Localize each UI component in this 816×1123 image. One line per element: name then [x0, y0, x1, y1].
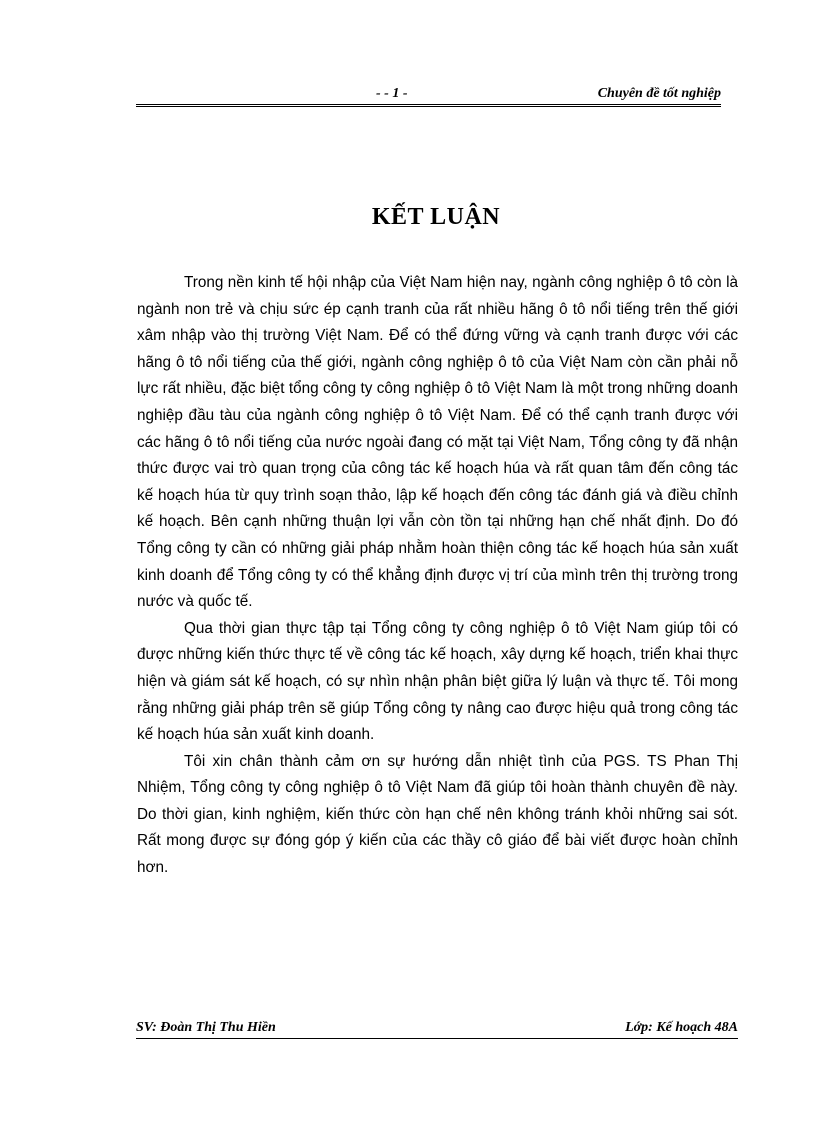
body-text: [137, 270, 738, 882]
class-info: Lớp: Kế hoạch 48A: [625, 1020, 738, 1035]
page-footer: [136, 1020, 738, 1039]
section-title: KẾT LUẬN: [371, 204, 501, 230]
document-title: Chuyên đề tốt nghiệp: [597, 86, 721, 101]
page-header: [136, 86, 721, 107]
student-name: SV: Đoàn Thị Thu Hiền: [136, 1020, 276, 1035]
paragraph: Qua thời gian thực tập tại Tổng công ty công nghiệp ô tô Việt Nam giúp tôi có được những kiến thức thực tế về công tác kế hoạch, xây dựng kế hoạch, triển khai thực hiện và giám sát kế hoạch, có sự nhìn nhận phân biệt giữa lý luận và thực tế. Tôi mong rằng những giải pháp trên sẽ giúp Tổng công ty nâng cao được hiệu quả trong công tác kế hoạch húa sản xuất kinh doanh.: [137, 619, 738, 744]
page-number: - - 1 -: [376, 86, 408, 101]
paragraph: Tôi xin chân thành cảm ơn sự hướng dẫn nhiệt tình của PGS. TS Phan Thị Nhiệm, Tổng công ty công nghiệp ô tô Việt Nam đã giúp tôi hoàn thành chuyên đề này. Do thời gian, kinh nghiệm, kiến thức còn hạn chế nên không tránh khỏi những sai sót. Rất mong được sự đóng góp ý kiến của các thầy cô giáo để bài viết được hoàn chỉnh hơn.: [137, 752, 738, 877]
paragraph: Trong nền kinh tế hội nhập của Việt Nam hiện nay, ngành công nghiệp ô tô còn là ngành non trẻ và chịu sức ép cạnh tranh của rất nhiều hãng ô tô nổi tiếng trên thế giới xâm nhập vào thị trường Việt Nam. Để có thể đứng vững và cạnh tranh được với các hãng ô tô nổi tiếng của thế giới, ngành công nghiệp ô tô của Việt Nam còn cần phải nỗ lực rất nhiều, đặc biệt tổng công ty công nghiệp ô tô Việt Nam là một trong những doanh nghiệp đầu tàu của ngành công nghiệp ô tô Việt Nam. Để có thể cạnh tranh được với các hãng ô tô nổi tiếng của nước ngoài đang có mặt tại Việt Nam, Tổng công ty đã nhận thức được vai trò quan trọng của công tác kế hoạch húa và rất quan tâm đến công tác kế hoạch húa từ quy trình soạn thảo, lập kế hoạch đến công tác đánh giá và điều chỉnh kế hoạch. Bên cạnh những thuận lợi vẫn còn tồn tại những hạn chế nhất định. Do đó Tổng công ty cần có những giải pháp nhằm hoàn thiện công tác kế hoạch húa sản xuất kinh doanh để Tổng công ty có thể khẳng định được vị trí của mình trên thị trường trong nước và quốc tế.: [137, 274, 738, 611]
